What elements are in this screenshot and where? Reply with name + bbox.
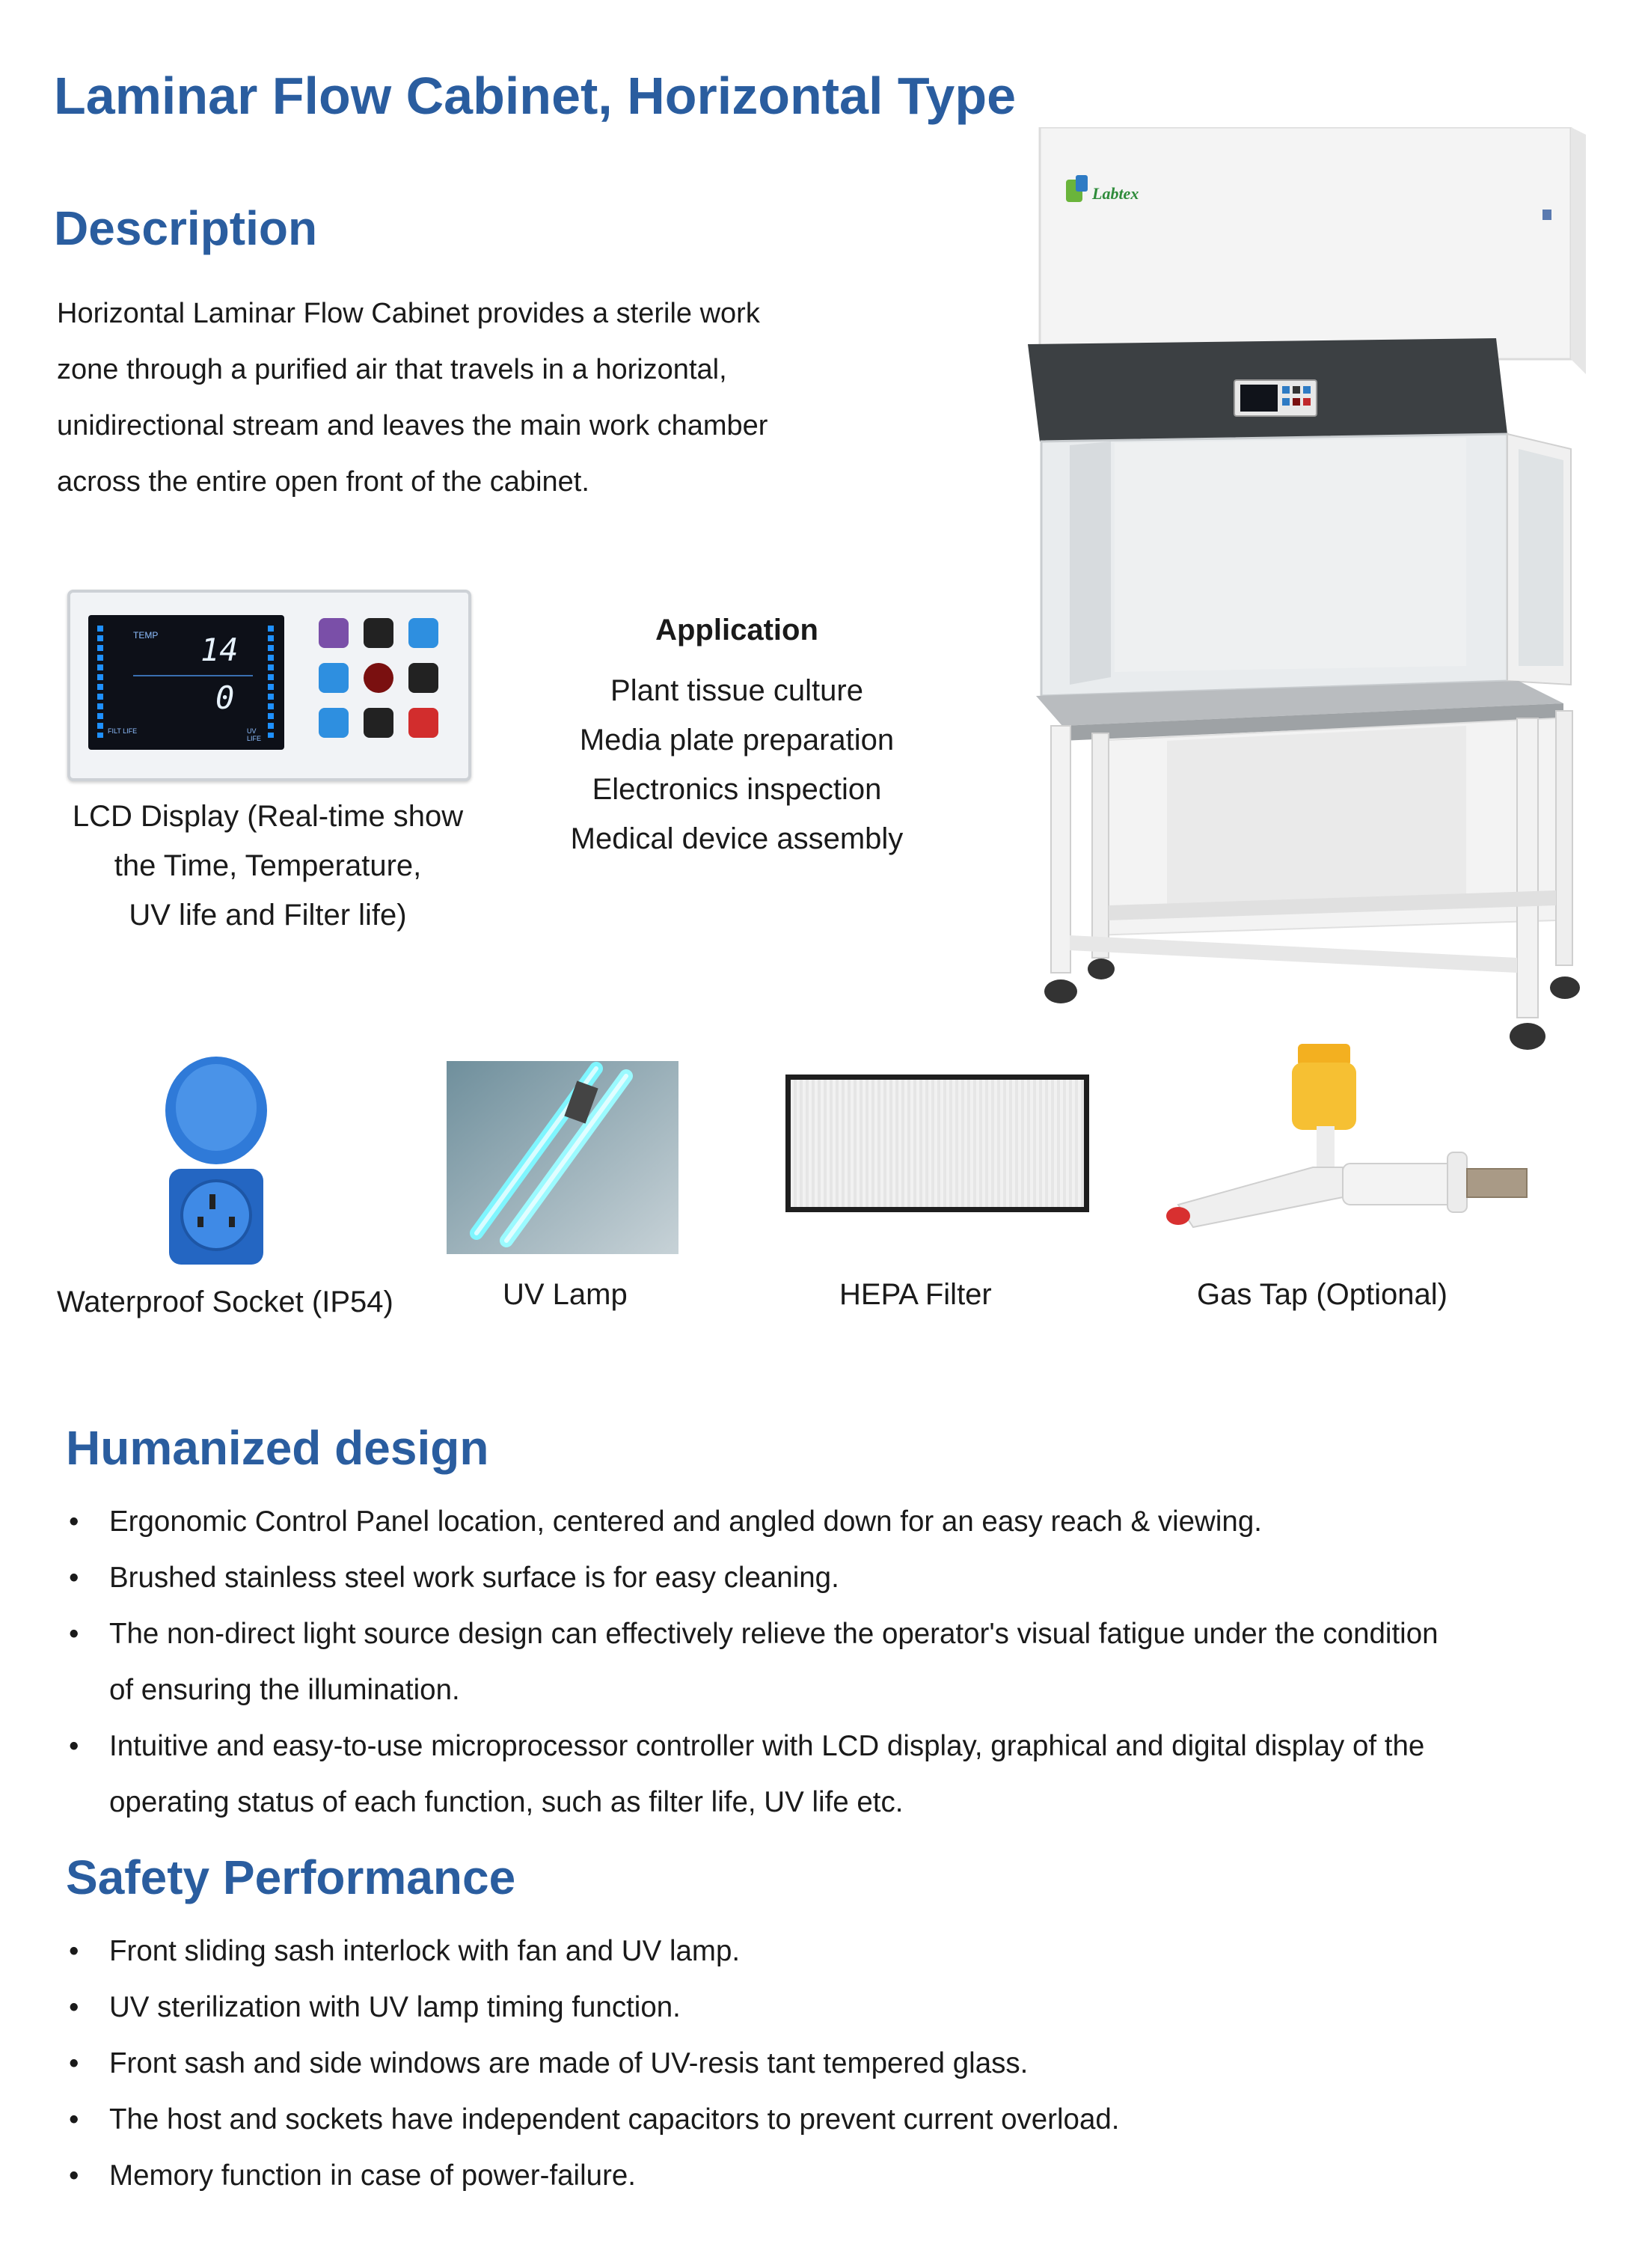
safety-list [57,1923,1613,2204]
cabinet-product-image [980,127,1601,1055]
power-button-icon [408,708,438,738]
lcd-label-filt: FILT LIFE [108,727,138,735]
page-title: Laminar Flow Cabinet, Horizontal Type [54,67,1017,125]
application-item: Medical device assembly [570,822,904,855]
lcd-temp-value: 14 [200,632,239,668]
safety-heading: Safety Performance [66,1850,516,1904]
indicator-light-icon [364,663,393,693]
description-paragraph [57,286,895,510]
panel-control-display [1234,380,1317,416]
lcd-label-temp: TEMP [133,630,159,641]
bullet-icon: • [69,2047,79,2079]
gas-tap-image [1163,1040,1530,1250]
humanized-bullet: • The non-direct light source design can effectively relieve the operator's visual fatigue under the condition of ensuring the illumination. [57,1606,1613,1718]
humanized-bullet: • Brushed stainless steel work surface is for easy cleaning. [57,1550,1613,1606]
application-item: Electronics inspection [592,773,882,806]
description-line: zone through a purified air that travels in a horizontal, [57,354,727,385]
application-heading: Application [655,614,818,647]
socket-caption: Waterproof Socket (IP54) [57,1286,393,1318]
description-line: unidirectional stream and leaves the main work chamber [57,410,768,441]
bullet-icon: • [69,1506,79,1538]
humanized-bullet: • Ergonomic Control Panel location, centered and angled down for an easy reach & viewing. [57,1494,1613,1550]
lcd-caption-line: the Time, Temperature, [114,849,422,882]
lcd-screen [88,615,284,750]
up-arrow-button-icon [364,618,393,648]
description-line: across the entire open front of the cabinet. [57,466,589,498]
humanized-list [57,1494,1613,1830]
uv-lamp-image [447,1061,678,1254]
lcd-caption [0,792,536,940]
hepa-filter-image [785,1075,1089,1212]
gas-tap-caption: Gas Tap (Optional) [1197,1278,1447,1311]
brand-name: Labtex [1092,184,1139,203]
uv-lamp-caption: UV Lamp [503,1278,628,1311]
safety-bullet: • Front sash and side windows are made of UV-resis tant tempered glass. [57,2035,1613,2091]
gear-button-icon [408,663,438,693]
application-item: Plant tissue culture [610,674,863,707]
bullet-icon: • [69,1562,79,1594]
bullet-icon: • [69,1730,79,1762]
hepa-filter-caption: HEPA Filter [839,1278,992,1311]
description-line: Horizontal Laminar Flow Cabinet provides a sterile work [57,298,760,329]
description-heading: Description [54,201,318,255]
humanized-bullet: • Intuitive and easy-to-use microprocessor controller with LCD display, graphical and digital display of the operating status of each function, such as filter life, UV life etc. [57,1718,1613,1830]
bullet-icon: • [69,1935,79,1967]
application-item: Media plate preparation [579,724,895,756]
safety-bullet: • Memory function in case of power-failure. [57,2148,1613,2204]
safety-bullet: • The host and sockets have independent capacitors to prevent current overload. [57,2091,1613,2148]
lcd-caption-line: LCD Display (Real-time show [72,800,464,833]
bullet-icon: • [69,2103,79,2136]
bullet-icon: • [69,2160,79,2192]
lcd-caption-line: UV life and Filter life) [129,899,407,932]
bullet-icon: • [69,1991,79,2023]
safety-bullet: • Front sliding sash interlock with fan and UV lamp. [57,1923,1613,1979]
safety-bullet: • UV sterilization with UV lamp timing function. [57,1979,1613,2035]
application-list [539,666,935,864]
lcd-panel-image [67,590,471,781]
light-button-icon [319,663,349,693]
lcd-zero-value: 0 [215,679,235,716]
down-arrow-button-icon [364,708,393,738]
socket-button-icon [319,708,349,738]
waterproof-socket-image [163,1057,269,1268]
humanized-heading: Humanized design [66,1421,489,1475]
uv-button-icon [319,618,349,648]
fan-button-icon [408,618,438,648]
bullet-icon: • [69,1618,79,1650]
lcd-label-uv: UV LIFE [247,727,262,742]
